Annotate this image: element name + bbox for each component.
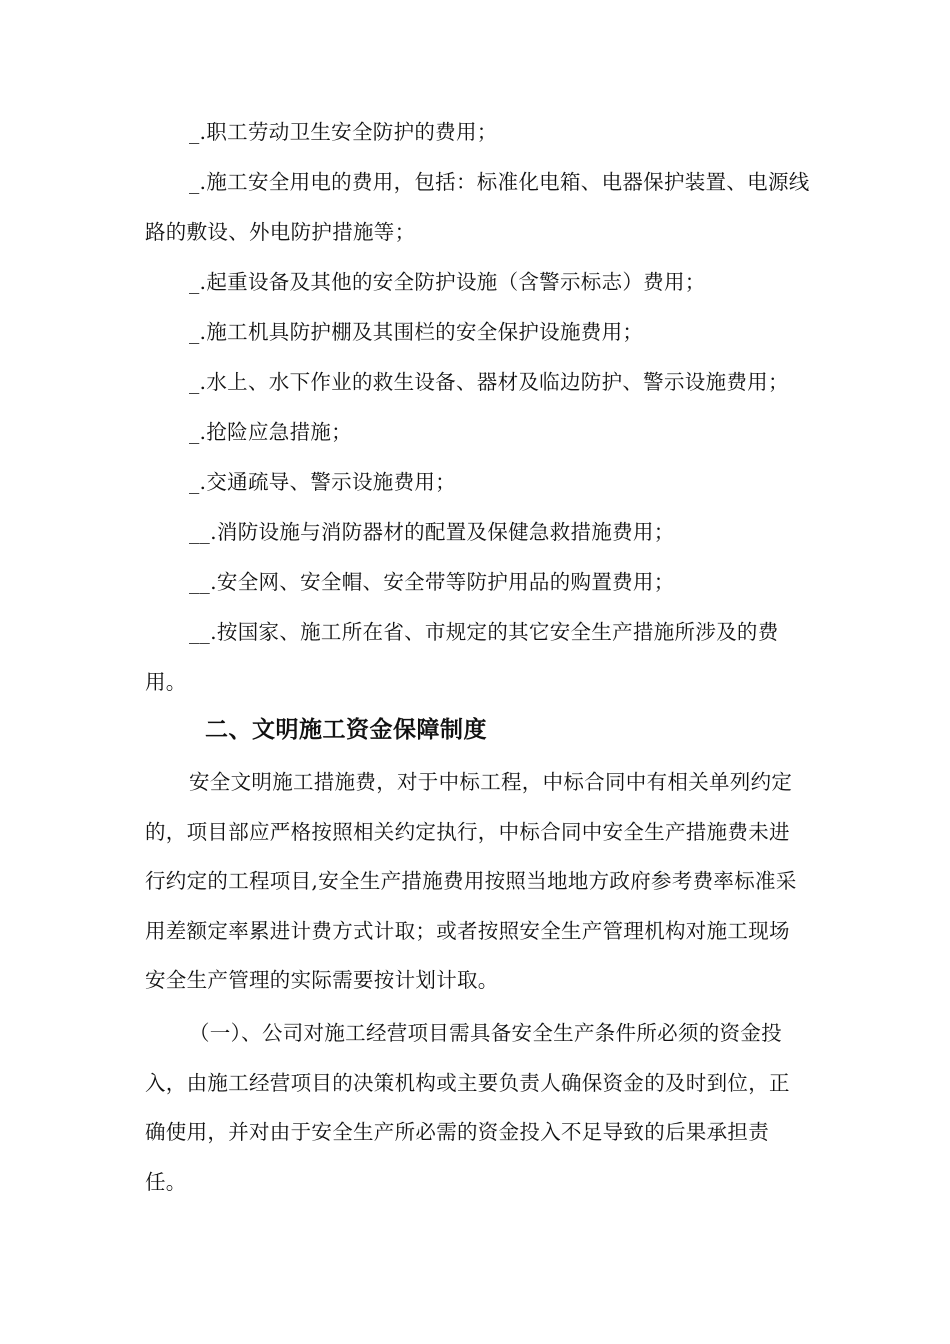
- list-item-electricity: _.施工安全用电的费用，包括：标准化电箱、电器保护装置、电源线路的敷设、外电防护措施等；: [145, 170, 810, 244]
- list-item-lifting-equipment: _.起重设备及其他的安全防护设施（含警示标志）费用；: [189, 270, 706, 294]
- list-item-protective-gear: __.安全网、安全帽、安全带等防护用品的购置费用；: [189, 570, 675, 594]
- list-item-machinery-shed: _.施工机具防护棚及其围栏的安全保护设施费用；: [189, 320, 644, 344]
- list-item-traffic: _.交通疏导、警示设施费用；: [189, 470, 456, 494]
- section-heading: 二、文明施工资金保障制度: [205, 716, 487, 743]
- list-item-worker-health: _.职工劳动卫生安全防护的费用；: [189, 120, 498, 144]
- list-item-emergency: _.抢险应急措施；: [189, 420, 352, 444]
- list-item-fire-protection: __.消防设施与消防器材的配置及保健急救措施费用；: [189, 520, 675, 544]
- paragraph-capital-investment: （一）、公司对施工经营项目需具备安全生产条件所必须的资金投入，由施工经营项目的决策机构或主要负责人确保资金的及时到位，正确使用，并对由于安全生产所必需的资金投入不足导致的后果承担责任。: [145, 1021, 790, 1194]
- paragraph-fee-policy: 安全文明施工措施费，对于中标工程，中标合同中有相关单列约定的，项目部应严格按照相关约定执行，中标合同中安全生产措施费未进行约定的工程项目,安全生产措施费用按照当地地方政府参考费率标准采用差额定率累进计费方式计取；或者按照安全生产管理机构对施工现场安全生产管理的实际需要按计划计取。: [145, 770, 797, 992]
- list-item-regulations: __.按国家、施工所在省、市规定的其它安全生产措施所涉及的费用。: [145, 620, 779, 694]
- list-item-water-rescue: _.水上、水下作业的救生设备、器材及临边防护、警示设施费用；: [189, 370, 789, 394]
